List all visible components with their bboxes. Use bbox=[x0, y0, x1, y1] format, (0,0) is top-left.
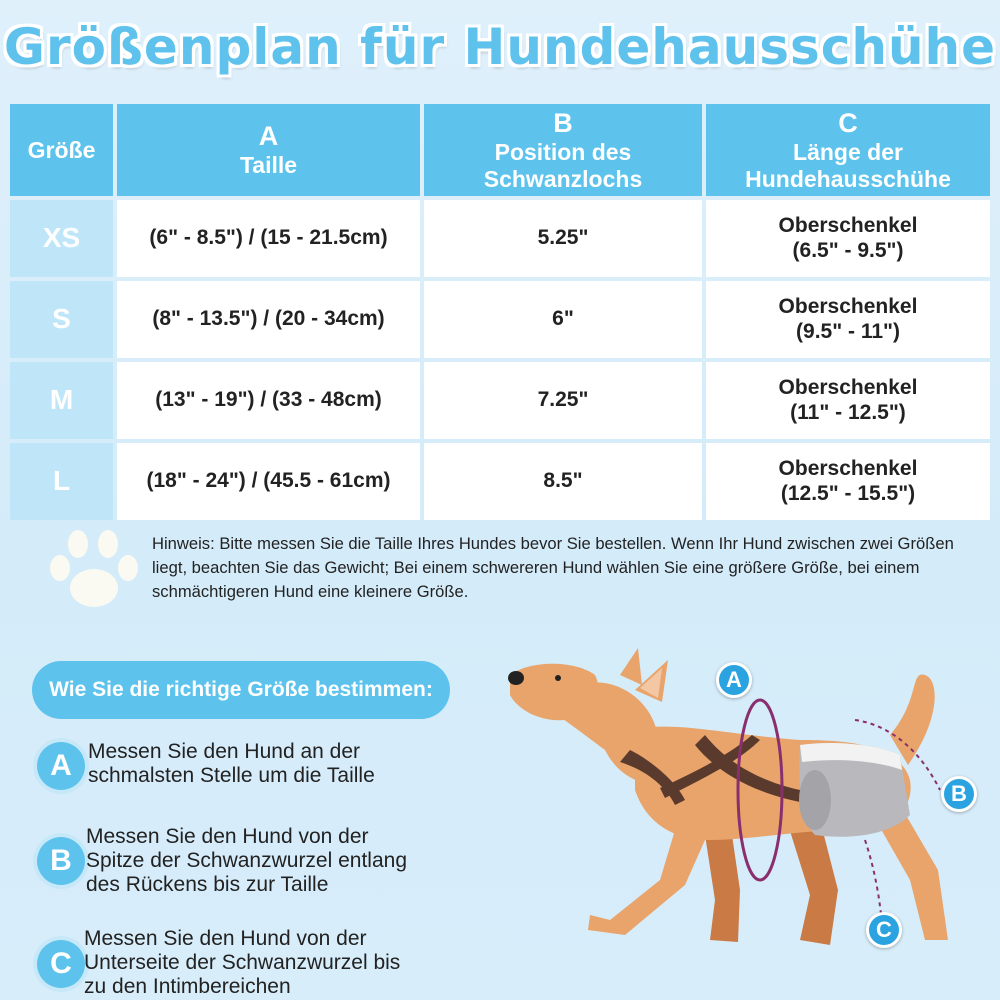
page-title: Größenplan für Hundehausschühe bbox=[3, 18, 997, 76]
header-size-label: Größe bbox=[27, 136, 96, 163]
table-row-length: Oberschenkel (12.5" - 15.5") bbox=[706, 443, 990, 520]
table-row-waist: (13" - 19") / (33 - 48cm) bbox=[117, 362, 420, 439]
table-row-tail: 5.25" bbox=[424, 200, 702, 277]
paw-icon bbox=[48, 528, 140, 610]
table-row-size: S bbox=[10, 281, 113, 358]
measure-tag-a: A bbox=[716, 662, 752, 698]
header-tail-letter: B bbox=[553, 108, 573, 139]
table-row-waist: (18" - 24") / (45.5 - 61cm) bbox=[117, 443, 420, 520]
table-row-length: Oberschenkel (9.5" - 11") bbox=[706, 281, 990, 358]
measure-tag-b: B bbox=[941, 776, 977, 812]
step-a-text: Messen Sie den Hund an der schmalsten Stelle um die Taille bbox=[88, 740, 375, 787]
step-b-badge: B bbox=[37, 837, 85, 885]
table-row-tail: 7.25" bbox=[424, 362, 702, 439]
header-waist-letter: A bbox=[258, 121, 279, 152]
header-size bbox=[10, 104, 113, 196]
table-row-length: Oberschenkel (6.5" - 9.5") bbox=[706, 200, 990, 277]
header-tail-label: Position des Schwanzlochs bbox=[483, 139, 643, 192]
measure-tag-c: C bbox=[866, 912, 902, 948]
step-c-text: Messen Sie den Hund von der Unterseite der Schwanzwurzel bis zu den Intimbereichen bbox=[84, 927, 401, 998]
header-waist bbox=[117, 104, 420, 196]
table-row-waist: (8" - 13.5") / (20 - 34cm) bbox=[117, 281, 420, 358]
table-row-length: Oberschenkel (11" - 12.5") bbox=[706, 362, 990, 439]
table-row-tail: 8.5" bbox=[424, 443, 702, 520]
table-row-size: XS bbox=[10, 200, 113, 277]
header-length-label: Länge der Hundehausschühe bbox=[745, 139, 951, 192]
size-note: Hinweis: Bitte messen Sie die Taille Ihres Hundes bevor Sie bestellen. Wenn Ihr Hund zwischen zwei Größen liegt, beachten Sie das Gewicht; Bei einem schwereren Hund wählen Sie eine größere Größe, bei einem schmächtigeren Hund eine kleinere Größe. bbox=[152, 534, 954, 601]
header-length bbox=[706, 104, 990, 196]
step-b-text: Messen Sie den Hund von der Spitze der Schwanzwurzel entlang des Rückens bis zur Taille bbox=[86, 825, 408, 896]
howto-heading: Wie Sie die richtige Größe bestimmen: bbox=[32, 661, 450, 719]
table-row-waist: (6" - 8.5") / (15 - 21.5cm) bbox=[117, 200, 420, 277]
table-row-size: M bbox=[10, 362, 113, 439]
size-table bbox=[10, 104, 988, 520]
table-row-tail: 6" bbox=[424, 281, 702, 358]
table-row-size: L bbox=[10, 443, 113, 520]
step-a-badge: A bbox=[37, 742, 85, 790]
step-c-badge: C bbox=[37, 940, 85, 988]
header-length-letter: C bbox=[838, 108, 858, 139]
header-waist-label: Taille bbox=[239, 152, 298, 179]
header-tail bbox=[424, 104, 702, 196]
